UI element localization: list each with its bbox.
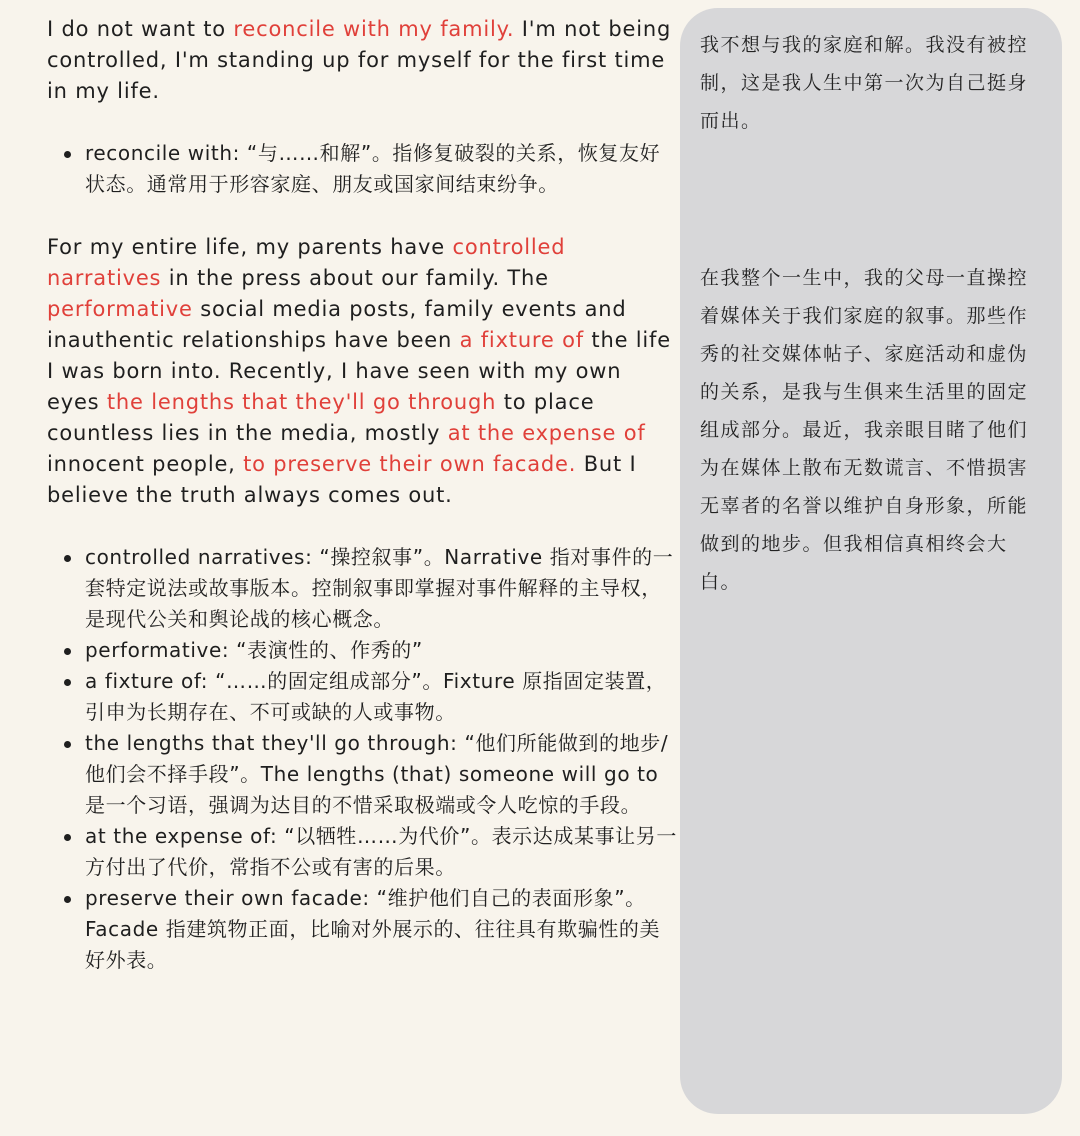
p1-text: I do not want to <box>47 17 234 41</box>
vocab-notes-2 <box>47 542 677 976</box>
p2-phrase-performative: performative <box>47 297 193 321</box>
paragraph-2 <box>47 232 677 511</box>
english-column <box>47 14 677 976</box>
p2-phrase-lengths: the lengths that they'll go through <box>106 390 497 414</box>
p1-phrase-reconcile: reconcile with my family. <box>233 17 515 41</box>
p2-text: social media posts, family events and inauthentic relationships have been <box>47 297 627 352</box>
translation-panel <box>680 8 1062 1114</box>
p2-phrase-expense: at the expense of <box>447 421 646 445</box>
vocab-note: a fixture of: “……的固定组成部分”。Fixture 原指固定装置，引申为长期存在、不可或缺的人或事物。 <box>85 666 677 728</box>
p2-phrase-controlled-narratives: controlled narratives <box>47 235 566 290</box>
vocab-note: reconcile with: “与……和解”。指修复破裂的关系，恢复友好状态。通常用于形容家庭、朋友或国家间结束纷争。 <box>85 138 677 200</box>
p2-phrase-facade: to preserve their own facade. <box>243 452 577 476</box>
p2-text: to place countless lies in the media, mostly <box>47 390 595 445</box>
p2-text: But I believe the truth always comes out. <box>47 452 637 507</box>
translation-paragraph-1: 我不想与我的家庭和解。我没有被控制，这是我人生中第一次为自己挺身而出。 <box>700 34 1029 132</box>
vocab-note: the lengths that they'll go through: “他们所能做到的地步/他们会不择手段”。The lengths (that) someone will go to 是一个习语，强调为达目的不惜采取极端或令人吃惊的手段。 <box>85 728 677 821</box>
p2-text: the life I was born into. Recently, I have seen with my own eyes <box>47 328 671 414</box>
paragraph-1 <box>47 14 677 107</box>
translation-paragraph-2: 在我整个一生中，我的父母一直操控着媒体关于我们家庭的叙事。那些作秀的社交媒体帖子、家庭活动和虚伪的关系，是我与生俱来生活里的固定组成部分。最近，我亲眼目睹了他们为在媒体上散布无数谎言、不惜损害无辜者的名誉以维护自身形象，所能做到的地步。但我相信真相终会大白。 <box>700 267 1029 593</box>
p2-text: in the press about our family. The <box>161 266 549 290</box>
vocab-note: performative: “表演性的、作秀的” <box>85 635 677 666</box>
vocab-note: preserve their own facade: “维护他们自己的表面形象”。Facade 指建筑物正面，比喻对外展示的、往往具有欺骗性的美好外表。 <box>85 883 677 976</box>
p1-text: I'm not being controlled, I'm standing up for myself for the first time in my life. <box>47 17 672 103</box>
vocab-note: controlled narratives: “操控叙事”。Narrative 指对事件的一套特定说法或故事版本。控制叙事即掌握对事件解释的主导权，是现代公关和舆论战的核心概念。 <box>85 542 677 635</box>
p2-text: innocent people, <box>47 452 244 476</box>
p2-phrase-fixture: a fixture of <box>459 328 584 352</box>
p2-text: For my entire life, my parents have <box>47 235 453 259</box>
vocab-notes-1 <box>47 138 677 200</box>
vocab-note: at the expense of: “以牺牲……为代价”。表示达成某事让另一方付出了代价，常指不公或有害的后果。 <box>85 821 677 883</box>
